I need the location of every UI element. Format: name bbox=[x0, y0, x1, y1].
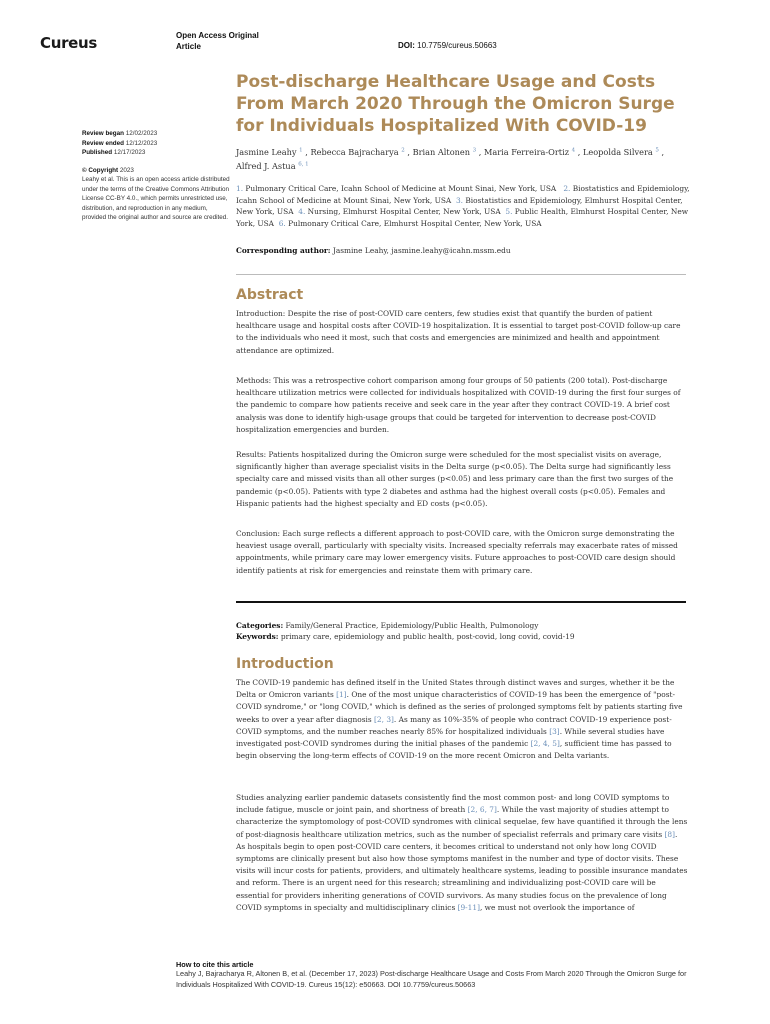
article-type-line2: Article bbox=[176, 42, 201, 51]
reference-link[interactable]: [3] bbox=[549, 726, 560, 736]
reference-link[interactable]: [2, 3] bbox=[374, 714, 394, 724]
citation-text: Leahy J, Bajracharya R, Altonen B, et al. (December 17, 2023) Post-discharge Healthcare Usage and Costs From March 2020 Through the Omicron Surge for Individuals Hospitalized With COVID-19. Cureus 15(12): e50663. DOI 10.7759/cureus.50663 bbox=[176, 969, 687, 989]
author-6: Alfred J. Astua $^{6, 1}$ bbox=[236, 160, 309, 171]
author-list bbox=[236, 144, 688, 172]
body-text: , sufficient time has passed to begin observing the long-term effects of COVID-19 on the more recent Omicron and Delta variants. bbox=[236, 739, 672, 761]
doi bbox=[398, 41, 497, 50]
abstract-conclusion: Conclusion: Each surge reflects a different approach to post-COVID care, with the Omicron surge demonstrating the heaviest usage overall, particularly with specialty visits. Increased specialty referrals may exacerbate rates of missed appointments, while primary care may lower emergency visits. Future approaches to post-COVID care design should identify patients at risk for emergencies and reinstate them with primary care. bbox=[236, 529, 678, 575]
author-2: Rebecca Bajracharya $^2$ , bbox=[310, 146, 410, 157]
divider bbox=[236, 274, 686, 275]
body-text: The COVID-19 pandemic has defined itself in the United States through distinct waves and surges, whether it be the Delta or Omicron variants bbox=[236, 678, 675, 700]
sidebar-info bbox=[82, 129, 232, 223]
affiliation-item: Pulmonary Critical Care, Icahn School of Medicine at Mount Sinai, New York, USA bbox=[245, 184, 557, 193]
affiliation-item: Public Health, Elmhurst Hospital Center, New York, USA bbox=[236, 207, 689, 228]
author-sup[interactable]: 2 bbox=[401, 147, 405, 153]
body-text: , we must not overlook the importance of bbox=[479, 902, 635, 912]
abstract-heading: Abstract bbox=[236, 287, 304, 303]
journal-logo: Cureus bbox=[40, 34, 98, 52]
corresponding-email[interactable]: Jasmine Leahy, jasmine.leahy@icahn.mssm.edu bbox=[332, 246, 511, 255]
doi-link[interactable]: 10.7759/cureus.50663 bbox=[417, 41, 497, 50]
author-sup[interactable]: 6, 1 bbox=[298, 161, 309, 168]
citation-heading: How to cite this article bbox=[176, 960, 254, 969]
review-ended: Review ended 12/12/2023 bbox=[82, 139, 158, 147]
body-text: . As many as 10%-35% of people who contract COVID-19 experience post-COVID symptoms, and the number reaches nearly 85% for hospitalized individuals bbox=[236, 714, 672, 736]
review-began: Review began 12/02/2023 bbox=[82, 130, 158, 137]
affiliation-item: Biostatistics and Epidemiology, Elmhurst Hospital Center, New York, USA bbox=[236, 195, 683, 217]
introduction-paragraph-2 bbox=[236, 792, 688, 914]
author-sup[interactable]: 5 bbox=[655, 147, 659, 153]
author-4: Maria Ferreira-Ortiz $^4$ , bbox=[483, 146, 581, 157]
published-date: Published 12/17/2023 bbox=[82, 149, 146, 156]
reference-link[interactable]: [2, 4, 5] bbox=[530, 739, 560, 749]
doi-label: DOI: bbox=[398, 41, 415, 50]
license-text: Leahy et al. This is an open access article distributed under the terms of the Creative Commons Attribution License CC-BY 4.0., which permits unrestricted use, distribution, and reproduction in any medium, provided the original author and source are credited. bbox=[82, 176, 230, 221]
author-1: Jasmine Leahy $^1$ , bbox=[236, 146, 308, 157]
divider bbox=[236, 601, 686, 603]
reference-link[interactable]: [2, 6, 7] bbox=[467, 805, 497, 815]
author-sup[interactable]: 4 bbox=[571, 147, 576, 153]
author-5: Leopolda Silvera $^5$ , bbox=[582, 146, 665, 157]
keywords: Keywords: primary care, epidemiology and public health, post-covid, long covid, covid-19 bbox=[236, 632, 575, 641]
introduction-paragraph-1 bbox=[236, 677, 688, 762]
article-type bbox=[176, 30, 259, 52]
author-3: Brian Altonen $^3$ , bbox=[412, 146, 482, 157]
body-text: . One of the most unique characteristics of COVID-19 has been the emergence of "post-COVID syndrome," or "long COVID," which is defined as the series of prolonged symptoms felt by patients starting five weeks to over a year after diagnosis bbox=[236, 690, 683, 724]
reference-link[interactable]: [8] bbox=[664, 829, 675, 839]
reference-link[interactable]: [1] bbox=[336, 690, 347, 700]
author-sup[interactable]: 1 bbox=[299, 147, 303, 153]
reference-link[interactable]: [9-11] bbox=[457, 902, 480, 912]
copyright: © Copyright 2023 bbox=[82, 166, 134, 174]
body-text: . While several studies have investigated post-COVID syndromes during the initial phases of the pandemic bbox=[236, 726, 665, 749]
corresponding-author: Corresponding author: Jasmine Leahy, jasmine.leahy@icahn.mssm.edu bbox=[236, 246, 511, 255]
body-text: Studies analyzing earlier pandemic datasets consistently find the most common post- and long COVID symptoms to include fatigue, muscle or joint pain, and shortness of breath bbox=[236, 793, 670, 815]
author-sup[interactable]: 3 bbox=[472, 147, 477, 153]
abstract-methods: Methods: This was a retrospective cohort comparison among four groups of 50 patients (200 total). Post-discharge healthcare utilization metrics were collected for individuals hospitalized with COVID-19 during the first four surges of the pandemic to compare how patients receive and seek care in the year after they contract COVID-19. A brief cost analysis was done to identify high-usage groups that could be targeted for intervention to decrease post-COVID hospitalization emergencies and burden. bbox=[236, 376, 681, 434]
body-text: . As hospitals begin to open post-COVID care centers, it becomes critical to understand not only how long COVID symptoms are clinically present but also how those symptoms manifest in the number and type of doctor visits. These visits will incur costs for patients, providers, and ultimately healthcare systems, leading to possible insurance mandates and reform. There is an urgent need for this research; streamlining and individualizing post-COVID care will be essential for providers inheriting generations of COVID survivors. As many studies focus on the prevalence of long COVID symptoms in specialty and multidisciplinary clinics bbox=[236, 829, 688, 912]
abstract-results: Results: Patients hospitalized during the Omicron surge were scheduled for the most specialist visits on average, significantly higher than average specialist visits in the Delta surge (p<0.05). The Delta surge had significantly less specialty care and missed visits than all other surges (p<0.05) and less primary care than the first two surges of the pandemic (p<0.05). Patients with type 2 diabetes and asthma had the highest overall costs (p<0.05). Females and Hispanic patients had the highest specialty and ED costs (p<0.05). bbox=[236, 450, 674, 508]
affiliation-item: Biostatistics and Epidemiology, Icahn School of Medicine at Mount Sinai, New York, USA bbox=[236, 184, 690, 205]
abstract-introduction: Introduction: Despite the rise of post-COVID care centers, few studies exist that quantify the burden of patient healthcare usage and hospital costs after COVID-19 hospitalization. It is essential to target post-COVID follow-up care to the individuals who need it most, such that costs and emergencies are minimized and health and appointment attendance are optimized. bbox=[236, 309, 681, 355]
article-type-line1: Open Access Original bbox=[176, 31, 259, 40]
affiliation-item: Nursing, Elmhurst Hospital Center, New York, USA bbox=[307, 207, 501, 217]
categories: Categories: Family/General Practice, Epidemiology/Public Health, Pulmonology bbox=[236, 621, 539, 630]
body-text: . While the vast majority of studies attempt to characterize the symptomology of post-COVID syndromes with clinical sequelae, few have quantified it through the lens of post-diagnosis healthcare utilization metrics, such as the number of specialist referrals and primary care visits bbox=[236, 805, 688, 839]
affiliations: 1. Pulmonary Critical Care, Icahn School of Medicine at Mount Sinai, New York, USA 2. Biostatistics and Epidemiology, Icahn School of Medicine at Mount Sinai, New York, USA 3. Biostatistics and Epidemiology, Elmhurst Hospital Center, New York, USA 4. Nursing, Elmhurst Hospital Center, New York, USA 5. Public Health, Elmhurst Hospital Center, New York, USA 6. Pulmonary Critical Care, Elmhurst Hospital Center, New York, USA bbox=[236, 184, 690, 228]
introduction-heading: Introduction bbox=[236, 656, 334, 672]
article-title: Post-discharge Healthcare Usage and Costs From March 2020 Through the Omicron Surge for Individuals Hospitalized With COVID-19 bbox=[236, 72, 675, 136]
affiliation-item: Pulmonary Critical Care, Elmhurst Hospital Center, New York, USA bbox=[288, 218, 542, 228]
